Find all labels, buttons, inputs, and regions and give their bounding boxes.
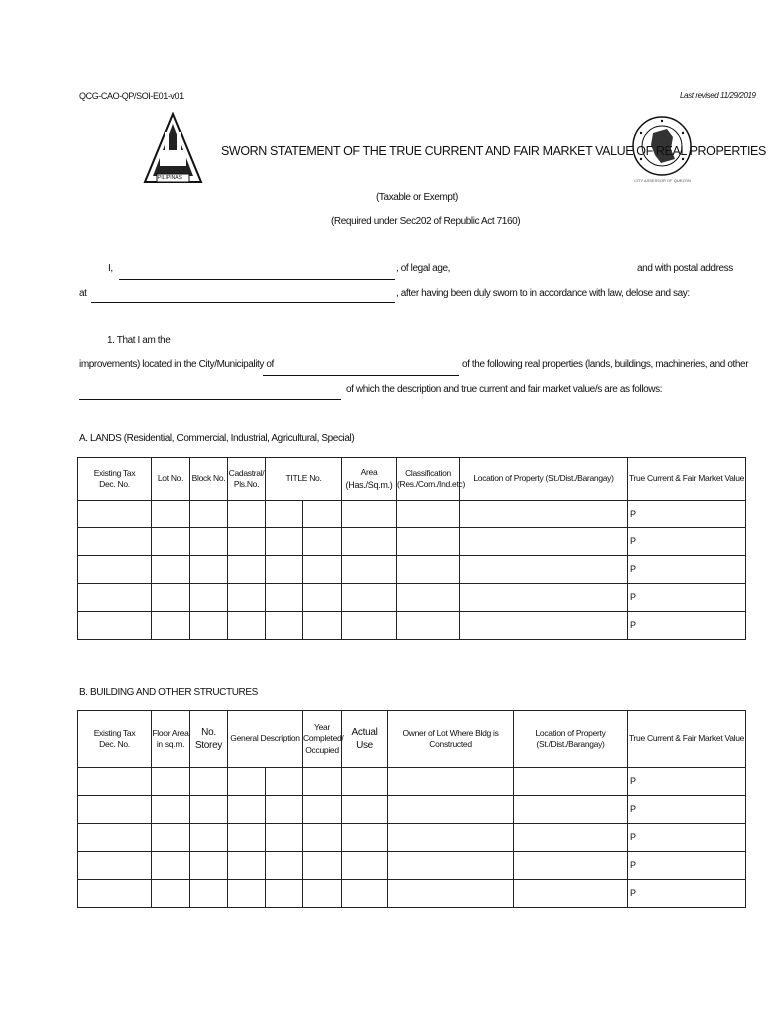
table-cell[interactable] [460,584,628,612]
table-cell[interactable] [152,528,190,556]
table-cell[interactable] [190,501,228,528]
table-cell[interactable] [388,796,514,824]
table-cell[interactable] [190,824,228,852]
table-row [78,852,746,880]
table-cell[interactable] [514,824,628,852]
table-cell[interactable] [460,612,628,640]
item-one-text: 1. That I am the [107,335,171,346]
following-text: of the following real properties (lands, buildings, machineries, and other [462,359,749,370]
table-cell[interactable] [460,556,628,584]
table-cell[interactable] [190,796,228,824]
table-cell[interactable] [303,852,342,880]
table-row [78,612,746,640]
table-cell[interactable] [190,880,228,908]
table-cell[interactable] [397,584,460,612]
table-cell[interactable] [190,612,228,640]
table-cell[interactable] [266,824,303,852]
value-cell[interactable]: P [628,852,746,880]
table-cell[interactable] [190,584,228,612]
table-cell[interactable] [190,528,228,556]
table-cell[interactable] [152,852,190,880]
table-row [78,796,746,824]
lands-col-title: TITLE No. [266,458,342,501]
table-cell[interactable] [228,768,266,796]
table-cell[interactable] [228,556,266,584]
table-cell[interactable] [228,824,266,852]
table-cell[interactable] [266,852,303,880]
lands-col-cadastral: Cadastral/ Pls.No. [228,458,266,501]
address-prefix: at [79,288,87,299]
address-field[interactable] [91,302,395,303]
bldg-col-description: General Description [228,711,303,768]
bldg-col-use: Actual Use [342,711,388,768]
table-cell[interactable] [228,880,266,908]
table-cell[interactable] [514,852,628,880]
table-cell[interactable] [228,501,266,528]
legal-age-text: , of legal age, [396,263,451,274]
table-cell[interactable] [342,852,388,880]
table-cell[interactable] [342,501,397,528]
table-cell[interactable] [152,796,190,824]
form-title: SWORN STATEMENT OF THE TRUE CURRENT AND FAIR MARKET VALUE OF REAL PROPERTIES [221,144,766,158]
table-cell[interactable] [190,852,228,880]
declarant-prefix: I, [108,263,113,274]
table-cell[interactable] [342,528,397,556]
table-cell[interactable] [228,612,266,640]
table-cell[interactable] [303,880,342,908]
lands-col-location: Location of Property (St./Dist./Barangay) [460,458,628,501]
lands-col-block: Block No. [190,458,228,501]
bldg-col-year: Year Completed/ Occupied [303,711,342,768]
buildings-heading: B. BUILDING AND OTHER STRUCTURES [79,687,258,698]
lands-header-row [78,458,746,501]
table-cell[interactable] [303,528,342,556]
table-cell[interactable] [388,852,514,880]
form-code: QCG-CAO-QP/SOI-E01-v01 [79,91,184,101]
subtitle-taxable: (Taxable or Exempt) [376,192,458,203]
table-cell[interactable] [152,824,190,852]
table-cell[interactable] [388,824,514,852]
table-cell[interactable] [342,584,397,612]
bldg-col-storey: No. Storey [190,711,228,768]
lands-table [77,457,746,640]
sworn-text: , after having been duly sworn to in accordance with law, delose and say: [396,288,690,299]
lands-col-tax: Existing Tax Dec. No. [78,458,152,501]
lands-col-value: True Current & Fair Market Value [628,458,746,501]
table-cell[interactable] [190,768,228,796]
table-cell[interactable] [78,796,152,824]
owner-field[interactable] [79,399,341,400]
table-cell[interactable] [342,796,388,824]
table-cell[interactable] [266,796,303,824]
table-cell[interactable] [266,501,303,528]
value-cell[interactable]: P [628,824,746,852]
value-cell[interactable]: P [628,556,746,584]
table-cell[interactable] [228,528,266,556]
lands-heading: A. LANDS (Residential, Commercial, Industrial, Agricultural, Special) [79,433,355,444]
table-cell[interactable] [78,584,152,612]
table-cell[interactable] [303,768,342,796]
table-cell[interactable] [78,556,152,584]
table-cell[interactable] [152,556,190,584]
bldg-col-tax: Existing Tax Dec. No. [78,711,152,768]
value-cell[interactable]: P [628,584,746,612]
table-cell[interactable] [303,584,342,612]
value-cell[interactable]: P [628,880,746,908]
table-cell[interactable] [152,584,190,612]
table-cell[interactable] [152,880,190,908]
table-row [78,584,746,612]
table-row [78,501,746,528]
buildings-table [77,710,746,908]
value-cell[interactable]: P [628,612,746,640]
description-text: of which the description and true current and fair market value/s are as follows: [346,384,663,395]
table-row [78,768,746,796]
table-cell[interactable] [78,824,152,852]
lands-col-area: Area (Has./Sq.m.) [342,458,397,501]
table-cell[interactable] [303,824,342,852]
table-cell[interactable] [228,852,266,880]
table-cell[interactable] [266,584,303,612]
table-cell[interactable] [303,796,342,824]
table-cell[interactable] [152,501,190,528]
table-cell[interactable] [228,584,266,612]
revised-date: Last revised 11/29/2019 [680,91,756,100]
table-row [78,824,746,852]
table-cell[interactable] [460,501,628,528]
city-municipality-field[interactable] [263,375,459,376]
table-cell[interactable] [78,612,152,640]
table-cell[interactable] [342,880,388,908]
table-cell[interactable] [78,852,152,880]
table-cell[interactable] [514,796,628,824]
table-cell[interactable] [514,880,628,908]
table-cell[interactable] [78,880,152,908]
table-cell[interactable] [228,796,266,824]
postal-address-text: and with postal address [637,263,733,274]
table-row [78,880,746,908]
table-cell[interactable] [397,556,460,584]
logo-caption: PILIPINAS [158,175,182,181]
table-cell[interactable] [190,556,228,584]
bldg-col-floor: Floor Area in sq.m. [152,711,190,768]
table-cell[interactable] [152,768,190,796]
improvements-text: improvements) located in the City/Municipality of [79,359,274,370]
table-cell[interactable] [388,880,514,908]
table-cell[interactable] [266,556,303,584]
table-cell[interactable] [266,612,303,640]
table-cell[interactable] [303,612,342,640]
table-cell[interactable] [303,501,342,528]
bldg-col-value: True Current & Fair Market Value [628,711,746,768]
table-cell[interactable] [78,528,152,556]
table-cell[interactable] [266,528,303,556]
table-cell[interactable] [397,612,460,640]
table-cell[interactable] [460,528,628,556]
table-cell[interactable] [342,556,397,584]
buildings-header-row [78,711,746,768]
value-cell[interactable]: P [628,528,746,556]
table-cell[interactable] [342,768,388,796]
table-cell[interactable] [266,768,303,796]
declarant-name-field[interactable] [119,279,395,280]
table-cell[interactable] [78,768,152,796]
table-cell[interactable] [342,824,388,852]
table-row [78,556,746,584]
table-cell[interactable] [514,768,628,796]
table-cell[interactable] [388,768,514,796]
value-cell[interactable]: P [628,768,746,796]
bldg-col-location: Location of Property (St./Dist./Barangay) [514,711,628,768]
value-cell[interactable]: P [628,501,746,528]
table-cell[interactable] [397,501,460,528]
lands-col-lot: Lot No. [152,458,190,501]
lands-col-classification: Classification (Res./Com./Ind.etc) [397,458,460,501]
table-cell[interactable] [303,556,342,584]
table-row [78,528,746,556]
table-cell[interactable] [397,528,460,556]
seal-text: CITY ASSESSOR OF QUEZON [634,178,691,183]
bldg-col-owner: Owner of Lot Where Bldg is Constructed [388,711,514,768]
table-cell[interactable] [152,612,190,640]
table-cell[interactable] [78,501,152,528]
table-cell[interactable] [342,612,397,640]
subtitle-required: (Required under Sec202 of Republic Act 7160) [331,216,521,227]
value-cell[interactable]: P [628,796,746,824]
table-cell[interactable] [266,880,303,908]
